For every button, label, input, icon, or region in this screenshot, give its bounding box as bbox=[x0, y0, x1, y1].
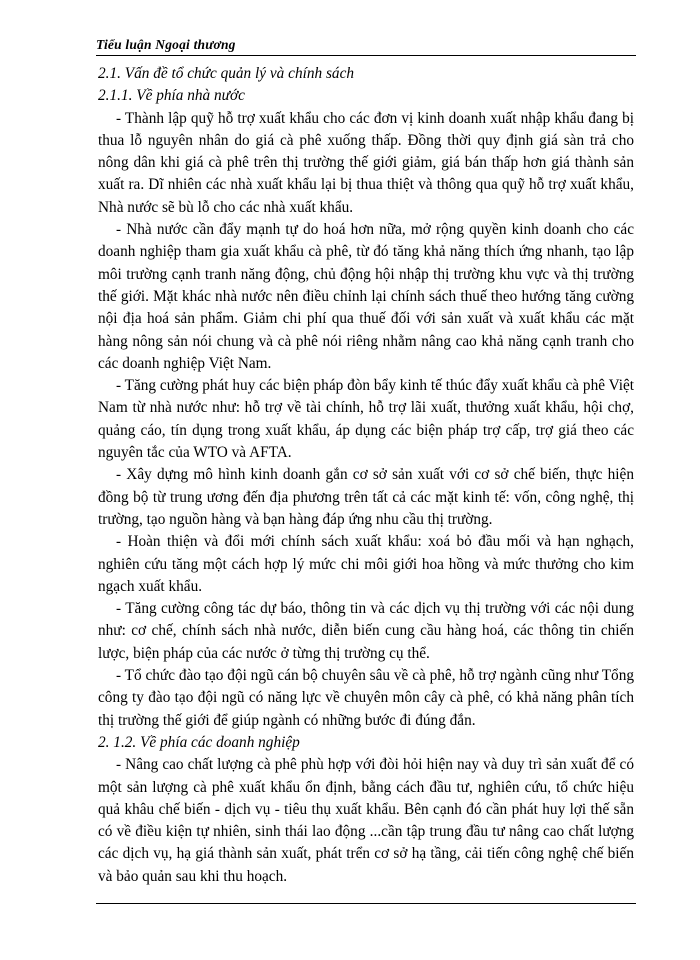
paragraph: - Tăng cường công tác dự báo, thông tin và các dịch vụ thị trường với các nội dung như: cơ chế, chính sách nhà nước, diễn biến cung cầu hàng hoá, các thông tin chiến lược, biện pháp của các nước ở từng thị trường cụ thể. bbox=[98, 600, 634, 662]
paragraph: - Tăng cường phát huy các biện pháp đòn bẩy kinh tế thúc đẩy xuất khẩu cà phê Việt Nam từ nhà nước như: hỗ trợ về tài chính, hỗ trợ lãi xuất, thưởng xuất khẩu, hội chợ, quảng cáo, tín dụng trong xuất khẩu, áp dụng các biện pháp trợ cấp, trợ giá theo các nguyên tắc của WTO và AFTA. bbox=[98, 377, 634, 462]
running-header: Tiểu luận Ngoại thương bbox=[96, 37, 236, 52]
paragraph: - Nhà nước cần đẩy mạnh tự do hoá hơn nữa, mở rộng quyền kinh doanh cho các doanh nghiệp tham gia xuất khẩu cà phê, từ đó tăng khả năng thích ứng nhanh, tạo lập môi trường cạnh tranh năng động, chủ động hội nhập thị trường khu vực và thị trường thế giới. Mặt khác nhà nước nên điều chỉnh lại chính sách thuế theo hướng tăng cường nội địa hoá sản phẩm. Giảm chi phí qua thuế đối với sản xuất và xuất khẩu các mặt hàng nông sản nói chung và cà phê nói riêng nhằm nâng cao khả năng cạnh tranh cho các doanh nghiệp Việt Nam. bbox=[98, 221, 634, 372]
paragraph: - Xây dựng mô hình kinh doanh gắn cơ sở sản xuất với cơ sở chế biến, thực hiện đồng bộ từ trung ương đến địa phương trên tất cả các mặt kinh tế: vốn, công nghệ, thị trường, tạo nguồn hàng và bạn hàng đáp ứng nhu cầu thị trường. bbox=[98, 466, 634, 528]
footer-rule bbox=[96, 903, 636, 904]
paragraph: - Nâng cao chất lượng cà phê phù hợp với đòi hỏi hiện nay và duy trì sản xuất để có một sản lượng cà phê xuất khẩu ổn định, bằng cách đầu tư, nghiên cứu, tổ chức hiệu quả khâu chế biến - dịch vụ - tiêu thụ xuất khẩu. Bên cạnh đó cần phát huy lợi thế sẵn có về điều kiện tự nhiên, sinh thái lao động ...cần tập trung đầu tư nâng cao chất lượng các dịch vụ, hạ giá thành sản xuất, phát trển cơ sở hạ tầng, cải tiến công nghệ chế biến và bảo quản sau khi thu hoạch. bbox=[98, 756, 634, 885]
section-heading-2-1-2: 2. 1.2. Về phía các doanh nghiệp bbox=[98, 733, 300, 751]
header-rule bbox=[96, 55, 636, 56]
section-heading-2-1: 2.1. Vấn đề tổ chức quản lý và chính sách bbox=[98, 65, 355, 82]
paragraph: - Thành lập quỹ hỗ trợ xuất khẩu cho các đơn vị kinh doanh xuất nhập khẩu đang bị thua lỗ nguyên nhân do giá cà phê xuống thấp. Đồng thời quy định giá sàn trả cho nông dân khi giá cà phê trên thị trường thế giới giảm, giá bán thấp hơn giá thành sản xuất ra. Dĩ nhiên các nhà xuất khẩu lại bị thua thiệt và thông qua quỹ hỗ trợ xuất khẩu, Nhà nước sẽ bù lỗ cho các nhà xuất khẩu. bbox=[98, 109, 634, 216]
section-heading-2-1-1: 2.1.1. Về phía nhà nước bbox=[98, 87, 245, 105]
paragraph: - Hoàn thiện và đổi mới chính sách xuất khẩu: xoá bỏ đầu mối và hạn nghạch, nghiên cứu tăng một cách hợp lý mức chi môi giới hoa hồng và mức thưởng cho kim ngạch xuất khẩu. bbox=[98, 533, 634, 595]
paragraph: - Tổ chức đào tạo đội ngũ cán bộ chuyên sâu về cà phê, hỗ trợ ngành cũng như Tổng công ty đào tạo đội ngũ có năng lực về chuyên môn cây cà phê, có khả năng phân tích thị trường thế giới để giúp ngành có những bước đi đúng đắn. bbox=[98, 667, 634, 729]
body-text bbox=[98, 63, 634, 888]
